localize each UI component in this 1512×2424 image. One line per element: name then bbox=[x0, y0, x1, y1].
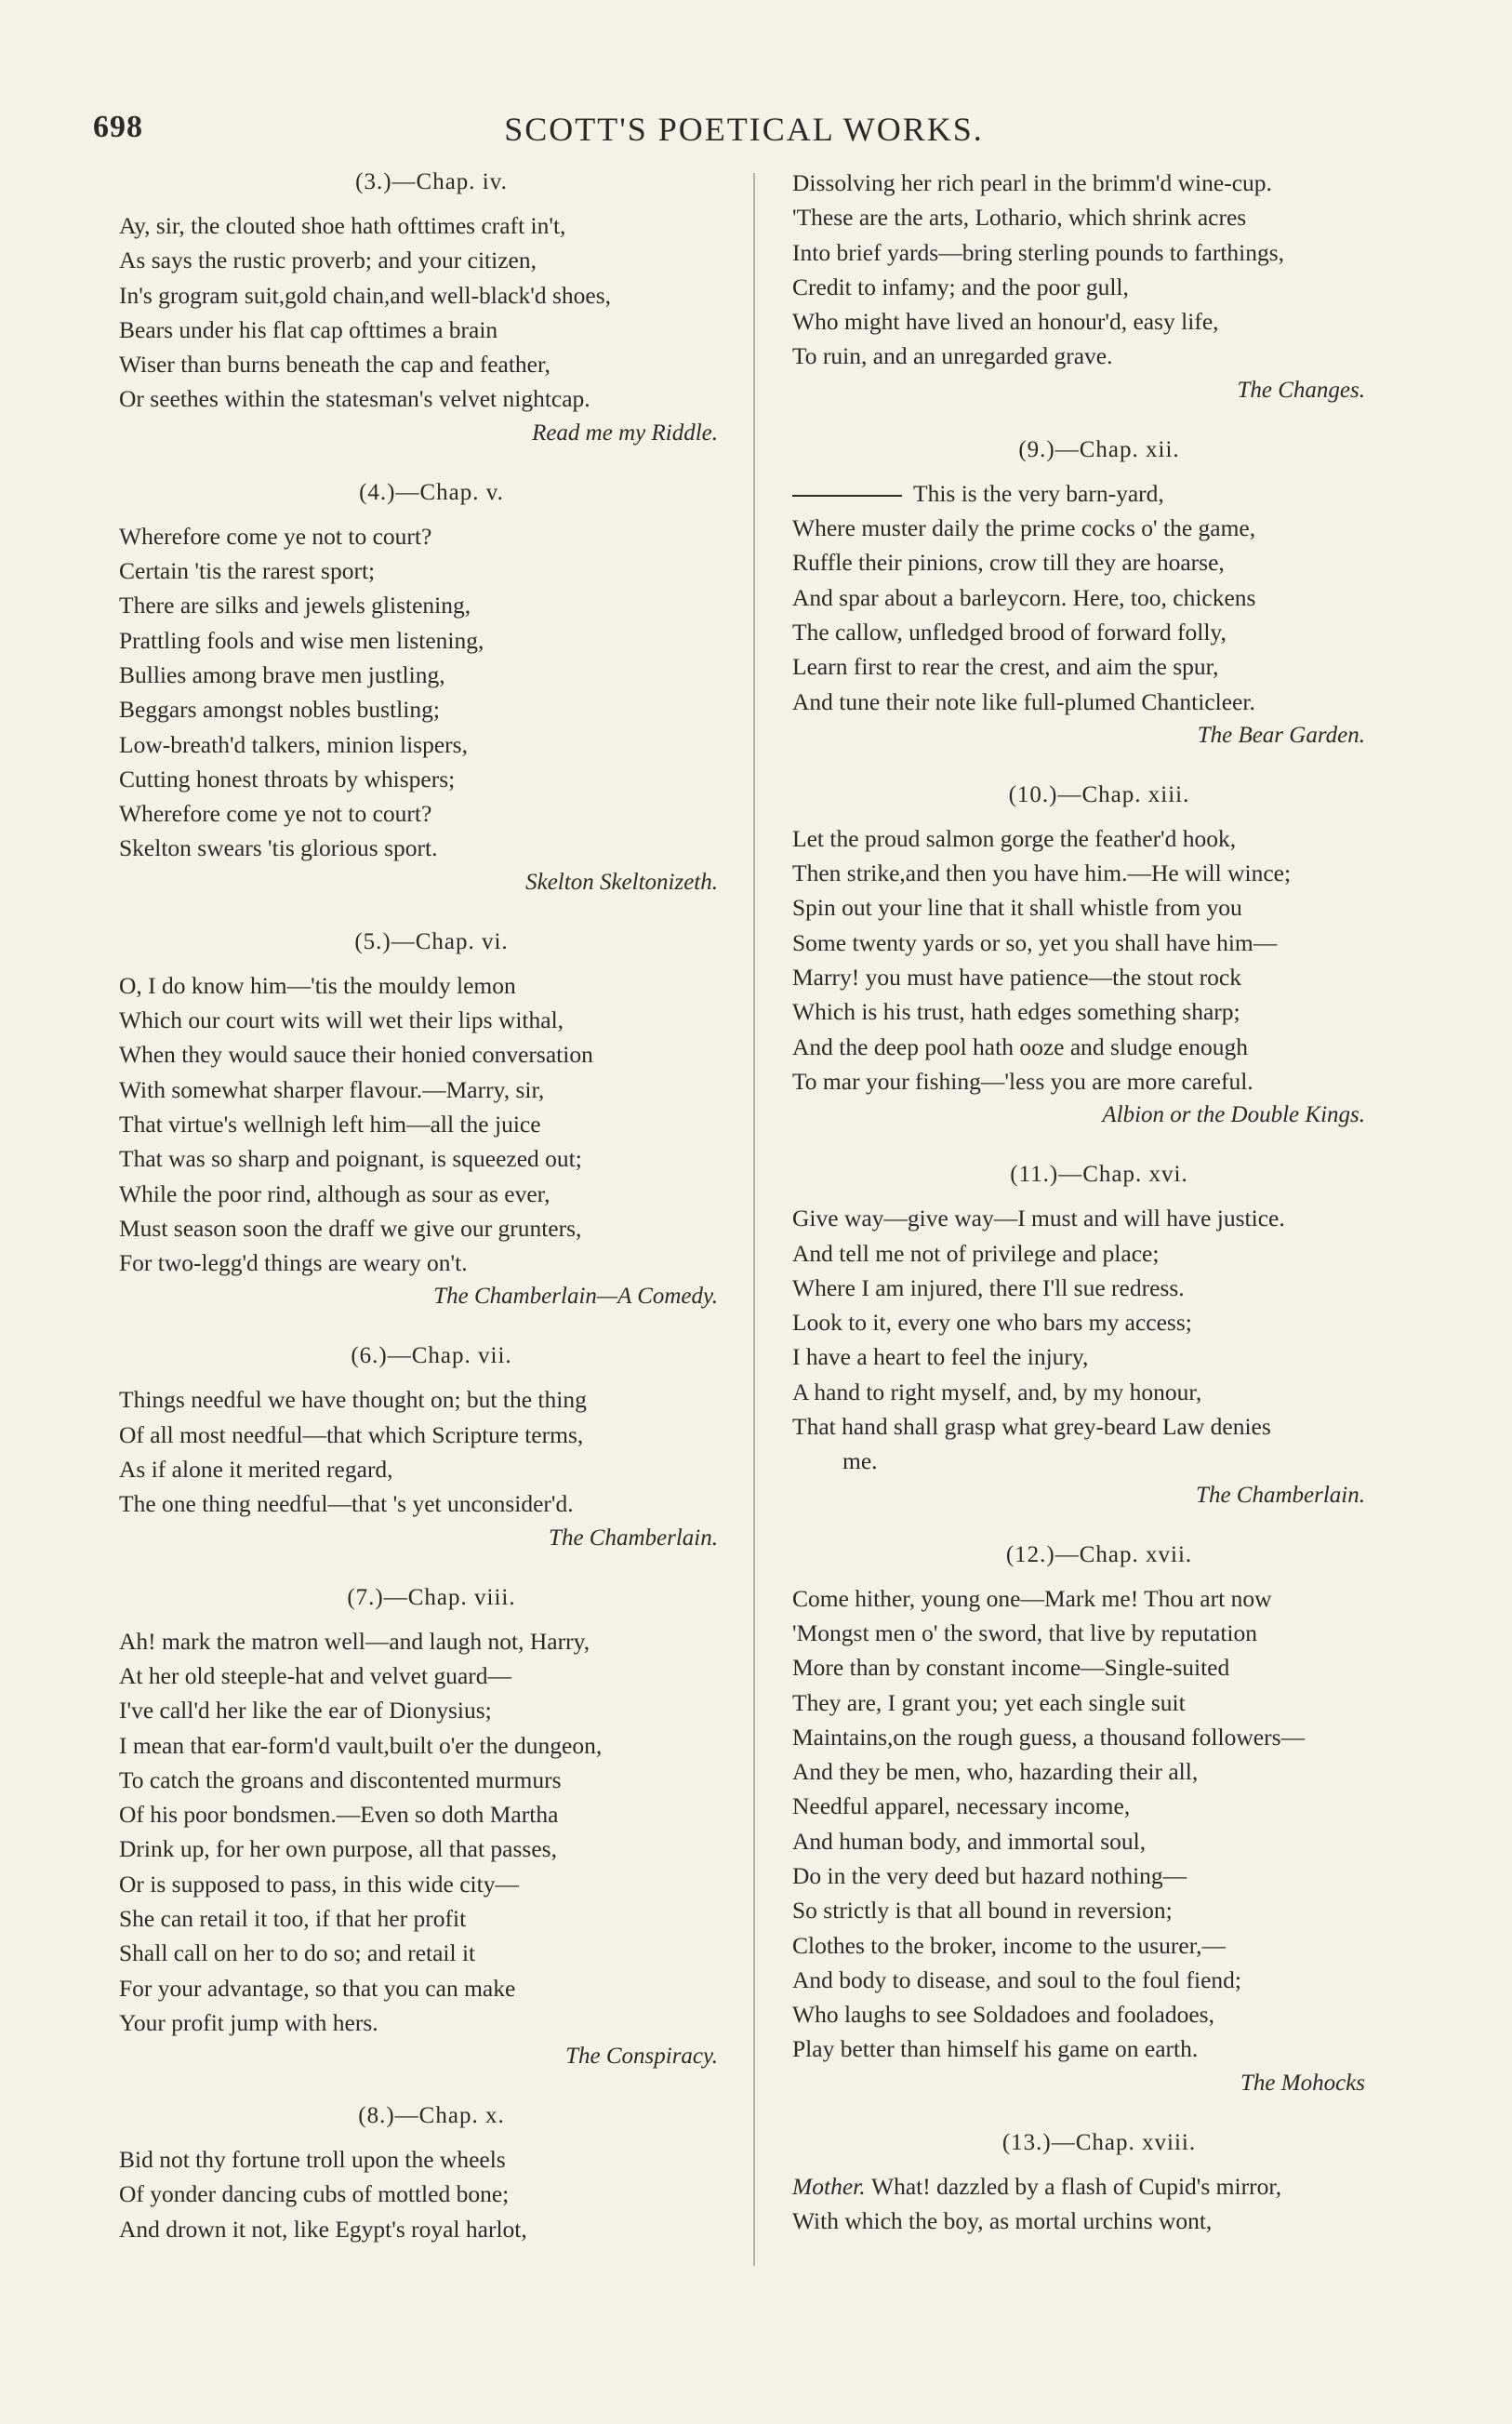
verse-line bbox=[792, 235, 1406, 270]
verse-text: Of his poor bondsmen.—Even so doth Martha bbox=[119, 1801, 559, 1829]
verse-line bbox=[119, 553, 744, 588]
verse-line bbox=[119, 1763, 744, 1797]
verse-line bbox=[119, 243, 744, 277]
verse-line bbox=[119, 278, 744, 313]
verse-text: And the deep pool hath ooze and sludge enough bbox=[792, 1032, 1249, 1060]
verse-text: With which the boy, as mortal urchins wont, bbox=[792, 2207, 1213, 2235]
verse-line bbox=[119, 1486, 744, 1521]
extract-heading: (9.)—Chap. xii. bbox=[1018, 436, 1180, 462]
column-divider bbox=[753, 173, 755, 2266]
verse-line bbox=[119, 1245, 744, 1280]
verse-text: When they would sauce their honied conversation bbox=[119, 1041, 593, 1069]
verse-line bbox=[792, 615, 1406, 649]
verse-text: Marry! you must have patience—the stout rock bbox=[792, 964, 1241, 992]
verse-line bbox=[792, 1754, 1406, 1789]
verse-line bbox=[792, 994, 1406, 1029]
verse-text: And drown it not, like Egypt's royal harlot, bbox=[119, 2215, 527, 2243]
verse-line bbox=[792, 1858, 1406, 1893]
verse-text: Then strike,and then you have him.—He will wince; bbox=[792, 859, 1292, 887]
verse-text: Do in the very deed but hazard nothing— bbox=[792, 1861, 1187, 1889]
verse-line bbox=[792, 821, 1406, 856]
verse-text: Bears under his flat cap ofttimes a brain bbox=[119, 315, 498, 343]
verse-line bbox=[792, 1685, 1406, 1720]
verse-line bbox=[119, 1658, 744, 1693]
verse-line bbox=[792, 1997, 1406, 2031]
verse-line bbox=[792, 304, 1406, 339]
extract-11 bbox=[792, 1158, 1406, 1512]
extract-heading: (8.)—Chap. x. bbox=[358, 2103, 505, 2129]
extract-heading: (13.)—Chap. xviii. bbox=[1001, 2129, 1197, 2155]
verse-text: As says the rustic proverb; and your citizen, bbox=[119, 246, 537, 274]
source-attribution: The Mohocks bbox=[1240, 2070, 1365, 2096]
verse-text: Ah! mark the matron well—and laugh not, Harry, bbox=[119, 1627, 590, 1655]
extract-7 bbox=[119, 1581, 744, 2074]
verse-line bbox=[119, 1728, 744, 1763]
extract-heading: (3.)—Chap. iv. bbox=[355, 169, 508, 194]
verse-line bbox=[119, 1177, 744, 1211]
verse-text: Cutting honest throats by whispers; bbox=[119, 765, 456, 792]
running-title: SCOTT'S POETICAL WORKS. bbox=[504, 111, 984, 148]
verse-text: Maintains,on the rough guess, a thousand followers— bbox=[792, 1723, 1306, 1751]
verse-text: Skelton swears 'tis glorious sport. bbox=[119, 834, 438, 862]
verse-line bbox=[119, 1901, 744, 1936]
verse-line bbox=[119, 2142, 744, 2177]
verse-text: Spin out your line that it shall whistle from you bbox=[792, 894, 1242, 922]
verse-text: This is the very barn-yard, bbox=[913, 479, 1164, 507]
verse-text: The one thing needful—that 's yet unconsider'd. bbox=[119, 1490, 574, 1518]
verse-text: Where I am injured, there I'll sue redress. bbox=[792, 1273, 1185, 1301]
verse-line bbox=[792, 960, 1406, 994]
verse-text: And spar about a barleycorn. Here, too, chickens bbox=[792, 583, 1256, 611]
verse-line bbox=[792, 1064, 1406, 1099]
verse-line bbox=[792, 339, 1406, 373]
verse-text: Needful apparel, necessary income, bbox=[792, 1792, 1131, 1820]
verse-line bbox=[119, 1141, 744, 1176]
source-attribution: The Chamberlain—A Comedy. bbox=[433, 1284, 718, 1310]
verse-line bbox=[119, 1037, 744, 1072]
extract-heading: (6.)—Chap. vii. bbox=[351, 1343, 512, 1369]
page-number: 698 bbox=[93, 110, 143, 144]
extract-heading: (4.)—Chap. v. bbox=[359, 479, 504, 505]
extract-8 bbox=[119, 2099, 744, 2246]
verse-text: To catch the groans and discontented murmurs bbox=[119, 1765, 562, 1793]
verse-text: For your advantage, so that you can make bbox=[119, 1974, 516, 2002]
extract-3 bbox=[119, 166, 744, 450]
extract-5 bbox=[119, 926, 744, 1314]
verse-line bbox=[792, 1409, 1406, 1444]
verse-line bbox=[119, 2212, 744, 2246]
verse-line bbox=[119, 1936, 744, 1970]
verse-line bbox=[119, 831, 744, 865]
verse-text: And tell me not of privilege and place; bbox=[792, 1239, 1160, 1267]
verse-text: Drink up, for her own purpose, all that passes, bbox=[119, 1835, 557, 1863]
verse-line bbox=[792, 1650, 1406, 1685]
verse-text: Some twenty yards or so, yet you shall have him— bbox=[792, 928, 1278, 956]
verse-line bbox=[792, 1893, 1406, 1927]
verse-line bbox=[119, 519, 744, 553]
verse-line bbox=[119, 1867, 744, 1901]
verse-text: To mar your fishing—'less you are more careful. bbox=[792, 1067, 1253, 1095]
verse-line bbox=[792, 1720, 1406, 1754]
verse-line bbox=[792, 1339, 1406, 1374]
extract-8-cont bbox=[792, 166, 1406, 407]
verse-text: Ruffle their pinions, crow till they are hoarse, bbox=[792, 549, 1225, 577]
verse-line bbox=[792, 1824, 1406, 1858]
verse-text: me. bbox=[842, 1447, 878, 1475]
verse-line bbox=[119, 347, 744, 381]
verse-line bbox=[119, 658, 744, 692]
verse-line bbox=[792, 270, 1406, 304]
verse-line bbox=[119, 1797, 744, 1831]
verse-text: That was so sharp and poignant, is squeezed out; bbox=[119, 1145, 582, 1173]
extract-4 bbox=[119, 476, 744, 899]
source-attribution: The Chamberlain. bbox=[1196, 1482, 1365, 1508]
verse-text: A hand to right myself, and, by my honour, bbox=[792, 1378, 1202, 1405]
verse-text: And human body, and immortal soul, bbox=[792, 1827, 1147, 1855]
verse-line bbox=[792, 166, 1406, 200]
verse-text: Who laughs to see Soldadoes and fooladoes, bbox=[792, 2001, 1214, 2029]
verse-text: The callow, unfledged brood of forward folly, bbox=[792, 618, 1227, 646]
verse-line bbox=[119, 381, 744, 416]
verse-line bbox=[119, 1072, 744, 1107]
verse-line bbox=[792, 1789, 1406, 1823]
verse-line bbox=[119, 1452, 744, 1486]
verse-text: More than by constant income—Single-suited bbox=[792, 1654, 1230, 1682]
verse-line bbox=[119, 2177, 744, 2211]
verse-line bbox=[792, 1928, 1406, 1963]
verse-text: She can retail it too, if that her profit bbox=[119, 1904, 467, 1932]
verse-text: Wherefore come ye not to court? bbox=[119, 522, 432, 550]
verse-line bbox=[792, 1305, 1406, 1339]
verse-text: O, I do know him—'tis the mouldy lemon bbox=[119, 971, 516, 999]
verse-line bbox=[792, 926, 1406, 960]
verse-line bbox=[792, 476, 1406, 511]
source-attribution: The Changes. bbox=[1237, 377, 1365, 403]
verse-line bbox=[792, 545, 1406, 579]
verse-text: Who might have lived an honour'd, easy life, bbox=[792, 308, 1219, 336]
verse-text: Low-breath'd talkers, minion lispers, bbox=[119, 730, 468, 758]
verse-line bbox=[792, 649, 1406, 684]
verse-text: Clothes to the broker, income to the usurer,— bbox=[792, 1931, 1227, 1959]
extract-heading: (7.)—Chap. viii. bbox=[347, 1584, 516, 1610]
verse-text: Look to it, every one who bars my access; bbox=[792, 1309, 1192, 1337]
verse-text: While the poor rind, although as sour as ever, bbox=[119, 1179, 550, 1207]
verse-text: Into brief yards—bring sterling pounds to farthings, bbox=[792, 238, 1285, 266]
extract-heading: (5.)—Chap. vi. bbox=[354, 928, 509, 954]
left-column bbox=[119, 166, 744, 2272]
verse-text: Which our court wits will wet their lips withal, bbox=[119, 1006, 564, 1034]
verse-line bbox=[792, 1963, 1406, 1997]
verse-line bbox=[119, 762, 744, 796]
verse-line bbox=[792, 580, 1406, 615]
verse-line bbox=[119, 1831, 744, 1866]
verse-text: Of all most needful—that which Scripture terms, bbox=[119, 1420, 584, 1448]
verse-text: I mean that ear-form'd vault,built o'er the dungeon, bbox=[119, 1731, 603, 1759]
verse-line bbox=[792, 685, 1406, 719]
verse-line bbox=[792, 1375, 1406, 1409]
verse-line bbox=[119, 796, 744, 831]
verse-text: Where muster daily the prime cocks o' the game, bbox=[792, 514, 1256, 542]
verse-line bbox=[119, 623, 744, 658]
verse-text: Or is supposed to pass, in this wide city— bbox=[119, 1870, 519, 1898]
dash-rule bbox=[792, 495, 902, 497]
verse-line bbox=[119, 1624, 744, 1658]
verse-text: Give way—give way—I must and will have justice. bbox=[792, 1205, 1285, 1232]
verse-text: Things needful we have thought on; but the thing bbox=[119, 1386, 587, 1414]
verse-text: There are silks and jewels glistening, bbox=[119, 592, 471, 619]
extract-10 bbox=[792, 779, 1406, 1132]
verse-text: They are, I grant you; yet each single suit bbox=[792, 1688, 1186, 1716]
verse-text: Dissolving her rich pearl in the brimm'd wine-cup. bbox=[792, 169, 1272, 196]
verse-text: Credit to infamy; and the poor gull, bbox=[792, 273, 1129, 300]
verse-line bbox=[792, 2204, 1406, 2238]
verse-line bbox=[792, 2169, 1406, 2204]
verse-line bbox=[792, 856, 1406, 890]
verse-text: 'Mongst men o' the sword, that live by reputation bbox=[792, 1618, 1257, 1646]
verse-text: Play better than himself his game on earth. bbox=[792, 2035, 1199, 2063]
verse-line bbox=[792, 2031, 1406, 2066]
source-attribution: The Chamberlain. bbox=[549, 1525, 718, 1551]
verse-text: I have a heart to feel the injury, bbox=[792, 1343, 1089, 1371]
source-attribution: The Conspiracy. bbox=[565, 2044, 718, 2070]
verse-text: That hand shall grasp what grey-beard Law denies bbox=[792, 1413, 1271, 1441]
verse-text: So strictly is that all bound in reversion; bbox=[792, 1897, 1173, 1925]
verse-line bbox=[119, 1107, 744, 1141]
verse-text: With somewhat sharper flavour.—Marry, sir, bbox=[119, 1075, 545, 1103]
verse-line bbox=[119, 313, 744, 347]
verse-line bbox=[119, 1382, 744, 1417]
verse-text: Bid not thy fortune troll upon the wheels bbox=[119, 2146, 506, 2174]
right-column bbox=[792, 166, 1406, 2264]
verse-text: Prattling fools and wise men listening, bbox=[119, 626, 484, 654]
verse-text: Ay, sir, the clouted shoe hath ofttimes craft in't, bbox=[119, 212, 566, 239]
verse-text: What! dazzled by a flash of Cupid's mirror, bbox=[871, 2172, 1282, 2200]
verse-text: I've call'd her like the ear of Dionysius; bbox=[119, 1697, 492, 1725]
verse-text: And tune their note like full-plumed Chanticleer. bbox=[792, 687, 1255, 715]
verse-text: Wherefore come ye not to court? bbox=[119, 800, 432, 828]
verse-text: Beggars amongst nobles bustling; bbox=[119, 696, 440, 724]
source-attribution: The Bear Garden. bbox=[1197, 722, 1365, 748]
extract-heading: (12.)—Chap. xvii. bbox=[1005, 1541, 1193, 1567]
verse-text: Shall call on her to do so; and retail it bbox=[119, 1939, 476, 1967]
extract-13 bbox=[792, 2126, 1406, 2239]
verse-line bbox=[792, 511, 1406, 545]
verse-text: Of yonder dancing cubs of mottled bone; bbox=[119, 2180, 510, 2208]
verse-text: For two-legg'd things are weary on't. bbox=[119, 1249, 468, 1277]
verse-text: Come hither, young one—Mark me! Thou art now bbox=[792, 1584, 1272, 1612]
verse-text: 'These are the arts, Lothario, which shrink acres bbox=[792, 204, 1247, 232]
extract-6 bbox=[119, 1339, 744, 1554]
verse-line bbox=[119, 1418, 744, 1452]
verse-line bbox=[119, 588, 744, 622]
verse-line bbox=[792, 1030, 1406, 1064]
verse-text: That virtue's wellnigh left him—all the juice bbox=[119, 1110, 541, 1138]
verse-text: As if alone it merited regard, bbox=[119, 1456, 393, 1484]
verse-text: Or seethes within the statesman's velvet nightcap. bbox=[119, 385, 590, 413]
verse-line bbox=[792, 200, 1406, 234]
extract-9 bbox=[792, 433, 1406, 753]
verse-text: In's grogram suit,gold chain,and well-black'd shoes, bbox=[119, 281, 611, 309]
extract-heading: (11.)—Chap. xvi. bbox=[1010, 1162, 1188, 1188]
verse-line bbox=[792, 1444, 1406, 1478]
verse-text: Certain 'tis the rarest sport; bbox=[119, 557, 376, 585]
extract-heading: (10.)—Chap. xiii. bbox=[1008, 781, 1190, 807]
page-header bbox=[93, 110, 1395, 156]
extract-12 bbox=[792, 1538, 1406, 2100]
verse-text: And they be men, who, hazarding their all, bbox=[792, 1758, 1199, 1786]
verse-text: Let the proud salmon gorge the feather'd hook, bbox=[792, 824, 1237, 852]
verse-line bbox=[792, 1271, 1406, 1305]
source-attribution: Read me my Riddle. bbox=[532, 420, 718, 446]
verse-text: Must season soon the draff we give our grunters, bbox=[119, 1214, 582, 1242]
verse-text: Bullies among brave men justling, bbox=[119, 660, 445, 688]
verse-text: And body to disease, and soul to the foul fiend; bbox=[792, 1965, 1242, 1993]
verse-line bbox=[792, 1201, 1406, 1235]
source-attribution: Skelton Skeltonizeth. bbox=[525, 869, 718, 895]
verse-line bbox=[119, 727, 744, 762]
verse-line bbox=[119, 1693, 744, 1727]
verse-line bbox=[792, 1616, 1406, 1650]
verse-line bbox=[119, 1971, 744, 2005]
verse-line bbox=[792, 890, 1406, 925]
verse-line bbox=[792, 1236, 1406, 1271]
verse-text: To ruin, and an unregarded grave. bbox=[792, 342, 1113, 370]
verse-text: Your profit jump with hers. bbox=[119, 2008, 378, 2036]
verse-line bbox=[119, 968, 744, 1003]
verse-line bbox=[119, 692, 744, 726]
verse-line bbox=[119, 1003, 744, 1037]
verse-line bbox=[792, 1581, 1406, 1616]
source-attribution: Albion or the Double Kings. bbox=[1102, 1102, 1365, 1128]
verse-line bbox=[119, 208, 744, 243]
verse-text: Which is his trust, hath edges something sharp; bbox=[792, 998, 1240, 1026]
verse-line bbox=[119, 1211, 744, 1245]
verse-text: Wiser than burns beneath the cap and feather, bbox=[119, 351, 550, 379]
verse-line bbox=[119, 2005, 744, 2040]
verse-text: At her old steeple-hat and velvet guard— bbox=[119, 1661, 512, 1689]
speaker-name: Mother. bbox=[792, 2172, 871, 2200]
verse-text: Learn first to rear the crest, and aim the spur, bbox=[792, 653, 1219, 681]
